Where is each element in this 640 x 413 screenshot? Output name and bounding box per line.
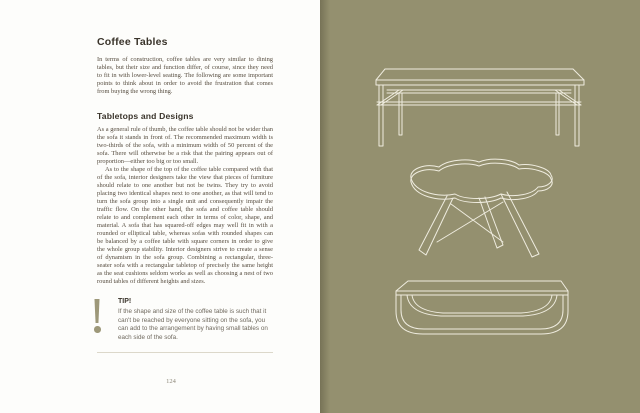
intro-paragraph: In terms of construction, coffee tables are very similar to dining tables, but their size and function differ, of course, since they need to fit in with lower-level seating. The following are some important points to think about in order to avoid the frustration that comes from buying the wrong thing. — [97, 56, 273, 95]
exclamation-bar — [94, 299, 100, 323]
rounded-box-coffee-table-illustration — [393, 277, 571, 352]
section-paragraph-1: As a general rule of thumb, the coffee table should not be wider than the sofa it stands in front of. The recommended maximum width is two-thirds of the sofa, with a minimum width of 50 percent of the sofa. There will otherwise be a risk that the pairing appears out of proportion—either too big or too small. — [97, 126, 273, 165]
tip-text: If the shape and size of the coffee table is such that it can't be reached by everyone sitting on the sofa, you can add to the arrangement by having small tables on each side of the sofa. — [118, 308, 268, 341]
page-number: 124 — [166, 378, 176, 385]
right-page — [320, 0, 640, 413]
page-title: Coffee Tables — [97, 36, 168, 48]
exclamation-dot — [94, 326, 101, 333]
organic-coffee-table-illustration — [403, 158, 559, 262]
rectangular-coffee-table-illustration — [373, 62, 585, 148]
left-page-content — [97, 36, 273, 353]
section-heading: Tabletops and Designs — [97, 111, 194, 121]
tip-label: TIP! — [118, 298, 132, 305]
tip-box — [93, 297, 273, 342]
exclamation-icon — [93, 297, 118, 342]
footer-divider — [97, 352, 273, 353]
tip-body — [118, 297, 273, 342]
section-paragraph-2: As to the shape of the top of the coffee table compared with that of the sofa, interior designers take the view that pieces of furniture should relate to one another but not be twins. They try to avoid placing two identical shapes next to one another, as that will tend to turn the sofa group into a single unit and consequently impair the traffic flow. On the other hand, the sofa and coffee table should relate to and complement each other in terms of color, shape, and material. A sofa that has squared-off edges may well fit in with a rounded or elliptical table, whereas sofas with rounded shapes can be balanced by a coffee table with square corners in order to give the whole group stability. Interior designers strive to create a sense of dynamism in the sofa group. Combining a rectangular, three-seater sofa with a rectangular tabletop of precisely the same height as the seat cushions seldom works as well as choosing a nest of two round tables of different heights and sizes. — [97, 166, 273, 285]
spine-shadow — [320, 0, 330, 413]
